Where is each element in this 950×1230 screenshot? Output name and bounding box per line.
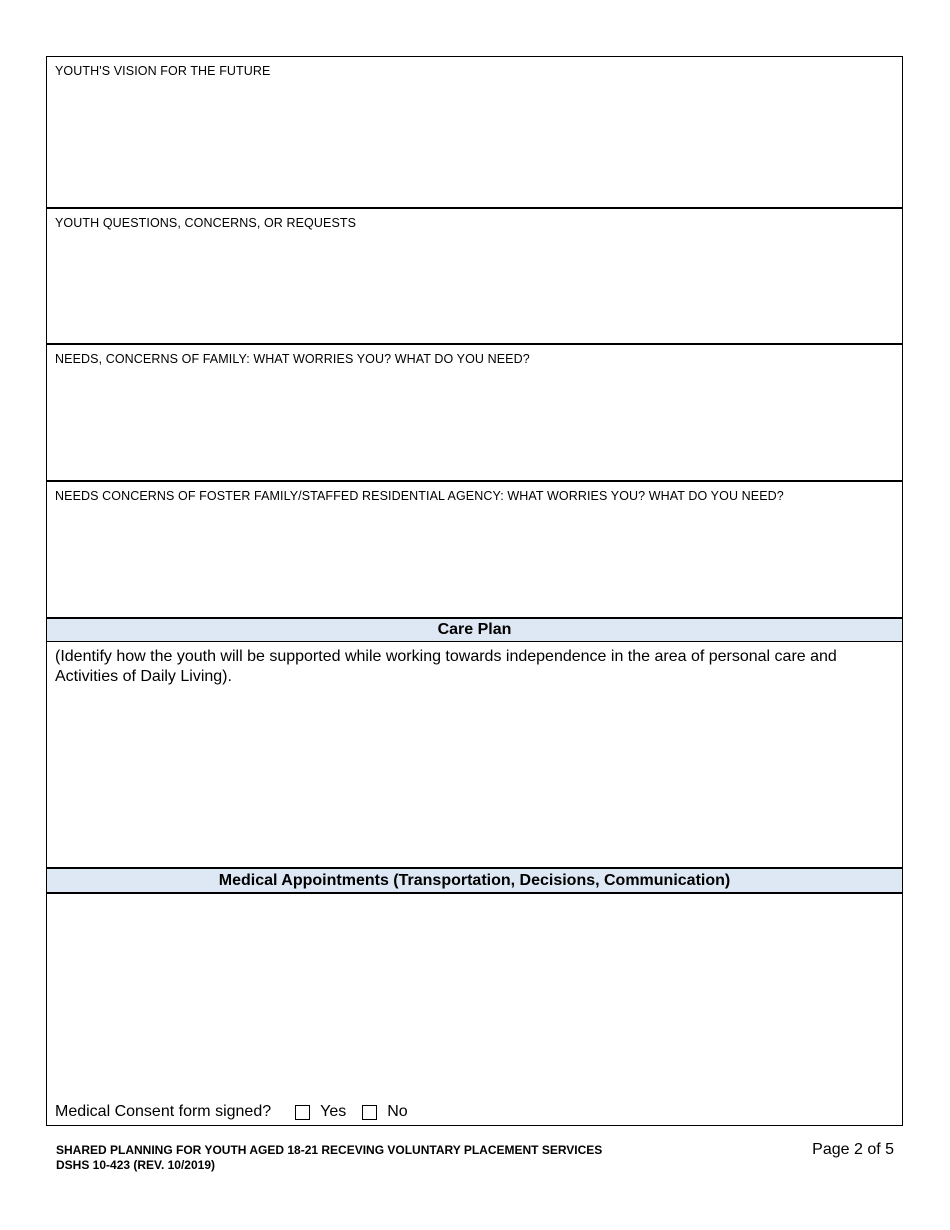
vision-label: YOUTH'S VISION FOR THE FUTURE	[55, 64, 271, 78]
consent-yes-checkbox[interactable]	[295, 1105, 310, 1120]
medical-heading: Medical Appointments (Transportation, Decisions, Communication)	[47, 867, 902, 894]
consent-yes-label: Yes	[320, 1103, 347, 1120]
consent-no-checkbox[interactable]	[362, 1105, 377, 1120]
family-needs-field[interactable]	[47, 345, 902, 481]
consent-no-option[interactable]	[362, 1102, 407, 1122]
footer-form-info	[56, 1143, 602, 1173]
vision-field[interactable]	[47, 57, 902, 208]
foster-needs-field[interactable]	[47, 482, 902, 618]
family-needs-label: NEEDS, CONCERNS OF FAMILY: WHAT WORRIES YOU? WHAT DO YOU NEED?	[55, 352, 530, 366]
form-page	[46, 56, 903, 1126]
foster-needs-label: NEEDS CONCERNS OF FOSTER FAMILY/STAFFED RESIDENTIAL AGENCY: WHAT WORRIES YOU? WHAT DO YOU NEED?	[55, 489, 784, 503]
questions-label: YOUTH QUESTIONS, CONCERNS, OR REQUESTS	[55, 216, 357, 230]
care-plan-instructions: (Identify how the youth will be supported while working towards independence in the area of personal care and Activities of Daily Living).	[55, 648, 837, 685]
page-number: Page 2 of 5	[812, 1141, 894, 1158]
medical-consent-row	[55, 1102, 424, 1122]
questions-field[interactable]	[47, 209, 902, 344]
consent-question: Medical Consent form signed?	[55, 1103, 272, 1120]
footer-form-number: DSHS 10-423 (REV. 10/2019)	[56, 1158, 215, 1172]
consent-no-label: No	[387, 1103, 408, 1120]
medical-appointments-field[interactable]	[47, 894, 902, 1094]
footer-form-title: SHARED PLANNING FOR YOUTH AGED 18-21 RECEVING VOLUNTARY PLACEMENT SERVICES	[56, 1143, 603, 1157]
care-plan-heading: Care Plan	[47, 617, 902, 642]
consent-yes-option[interactable]	[295, 1102, 346, 1122]
